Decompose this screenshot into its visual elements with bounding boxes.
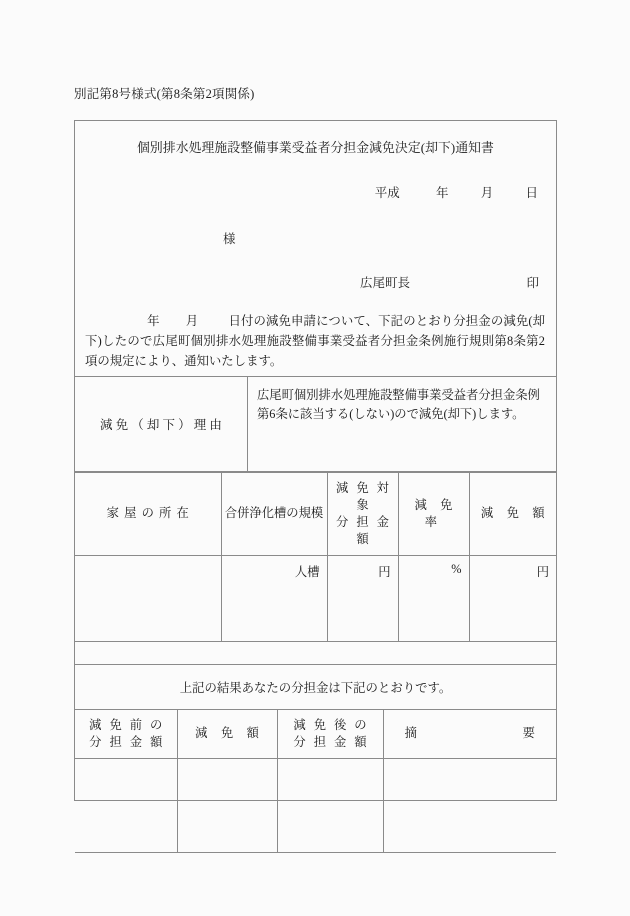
- cell-reduction-amount[interactable]: [469, 555, 556, 641]
- header-amount-before-line1: 減 免 前 の: [89, 717, 165, 732]
- header-remarks-right: 要: [522, 726, 535, 741]
- header-house-location: [75, 473, 221, 556]
- header-house-location-label: 家屋の所在: [106, 506, 194, 521]
- header-reduction-total-label: 減 免 額: [195, 726, 265, 741]
- summary-notice: 上記の結果あなたの分担金は下記のとおりです。: [75, 664, 556, 710]
- era-label: 平成: [374, 186, 400, 200]
- body-year-unit: 年: [147, 314, 160, 328]
- unit-tank-scale: 人槽: [294, 564, 320, 579]
- cell-house-location[interactable]: [75, 555, 221, 641]
- reason-row: [75, 377, 556, 472]
- year-unit-label: 年: [435, 186, 449, 200]
- header-amount-after: [277, 710, 383, 758]
- document-title: 個別排水処理施設整備事業受益者分担金減免決定(却下)通知書: [137, 141, 494, 155]
- header-amount-before: [75, 710, 177, 758]
- reason-text: 広尾町個別排水処理施設整備事業受益者分担金条例第6条に該当する(しない)ので減免(却下)します。: [257, 388, 540, 422]
- header-amount-after-line1: 減 免 後 の: [293, 717, 370, 732]
- signer-line: [360, 273, 539, 291]
- header-reduction-rate: [398, 473, 469, 556]
- header-target-amount-line1: 減 免 対 象: [336, 481, 392, 512]
- cell-amount-after[interactable]: [277, 758, 383, 852]
- cell-reduction-rate[interactable]: [398, 555, 469, 641]
- issue-date-line: [375, 183, 538, 201]
- body-text: 日付の減免申請について、下記のとおり分担金の減免(却下)したので広尾町個別排水処理施設整備事業受益者分担金条例施行規則第8条第2項の規定により、通知いたします。: [85, 314, 546, 369]
- unit-reduction-rate: %: [451, 561, 462, 576]
- header-amount-after-line2: 分 担 金 額: [293, 734, 370, 749]
- header-remarks-left: 摘: [404, 726, 417, 741]
- header-tank-scale: [221, 473, 327, 556]
- cell-reduction-total[interactable]: [177, 758, 277, 852]
- detail-table: [75, 472, 556, 642]
- day-unit-label: 日: [525, 186, 538, 200]
- cell-target-amount[interactable]: [327, 555, 398, 641]
- cell-tank-scale[interactable]: [221, 555, 327, 641]
- header-target-amount-line2: 分 担 金 額: [336, 514, 392, 546]
- month-unit-label: 月: [480, 186, 494, 200]
- unit-target-amount: 円: [378, 564, 391, 579]
- unit-reduction-amount: 円: [536, 564, 549, 579]
- table-spacer: [75, 642, 556, 664]
- document-frame: [74, 120, 557, 801]
- body-month-unit: 月: [185, 314, 199, 328]
- detail-table-header-row: [75, 473, 556, 556]
- summary-table: [75, 710, 556, 853]
- header-target-amount: [327, 473, 398, 556]
- header-amount-before-line2: 分 担 金 額: [89, 734, 165, 749]
- addressee-suffix: 様: [223, 232, 236, 246]
- summary-table-header-row: [75, 710, 556, 758]
- header-tank-scale-label: 合併浄化槽の規模: [224, 506, 324, 521]
- header-reduction-rate-label: 減 免 率: [414, 497, 458, 529]
- header-remarks: [383, 710, 556, 758]
- detail-table-value-row: [75, 555, 556, 641]
- header-reduction-total: [177, 710, 277, 758]
- form-number-heading: 別記第8号様式(第8条第2項関係): [74, 87, 255, 101]
- cell-amount-before[interactable]: [75, 758, 177, 852]
- header-reduction-amount: [469, 473, 556, 556]
- signer-name: 広尾町長: [360, 276, 411, 290]
- reason-label: 減 免 （ 却 下 ） 理 由: [75, 377, 248, 471]
- summary-table-value-row: [75, 758, 556, 852]
- body-paragraph: [85, 311, 545, 371]
- seal-mark: 印: [526, 276, 539, 290]
- cell-remarks[interactable]: [383, 758, 556, 852]
- header-block: [75, 121, 556, 377]
- header-reduction-amount-label: 減 免 額: [480, 506, 550, 521]
